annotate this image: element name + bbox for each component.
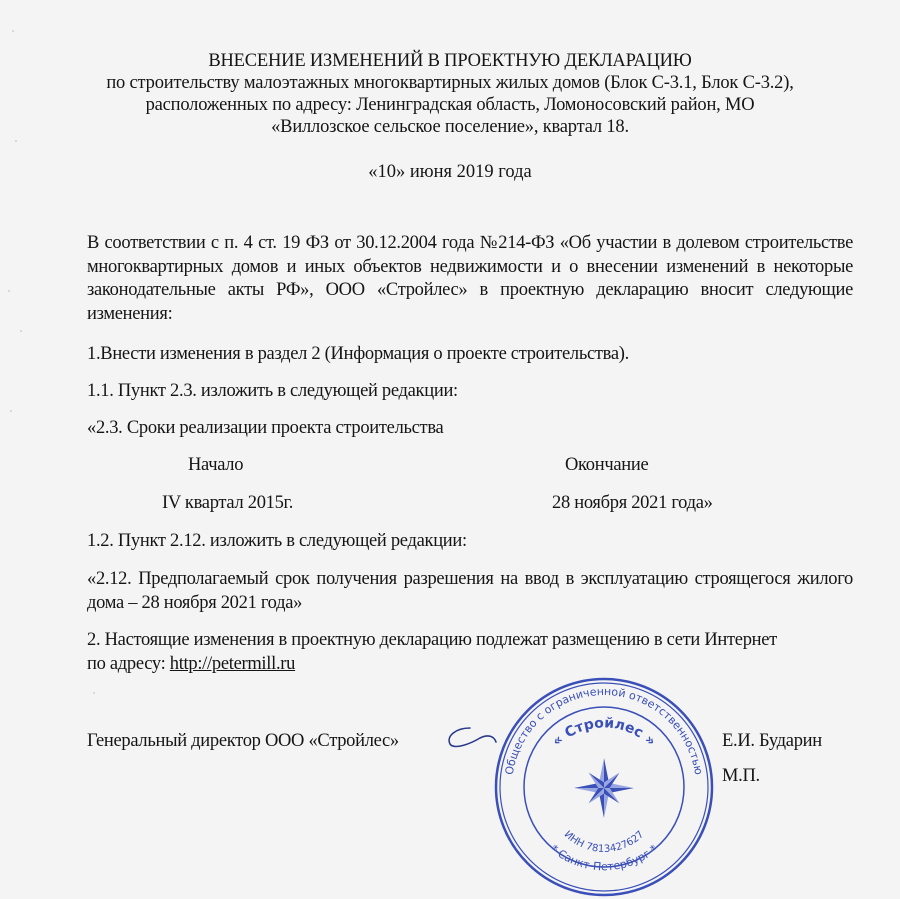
subtitle-line: по строительству малоэтажных многоквартирных жилых домов (Блок С-3.1, Блок С-3.2), xyxy=(106,73,794,93)
stamp-company: « Стройлес » xyxy=(549,715,659,750)
item-1: 1.Внести изменения в раздел 2 (Информация о проекте строительства). xyxy=(87,344,629,364)
subtitle-line: расположенных по адресу: Ленинградская область, Ломоносовский район, МО xyxy=(145,95,755,115)
signatory-title: Генеральный директор ООО «Стройлес» xyxy=(87,731,399,751)
item-2: 2. Настоящие изменения в проектную декларацию подлежат размещению в сети Интернет xyxy=(87,630,777,650)
stamp-inn: ИНН 7813427627 xyxy=(561,829,647,856)
document-date: «10» июня 2019 года xyxy=(368,162,532,182)
company-stamp xyxy=(493,676,715,898)
item-2-3-title: «2.3. Сроки реализации проекта строительства xyxy=(87,418,444,438)
scan-speck xyxy=(15,140,17,142)
item-2-12: «2.12. Предполагаемый срок получения разрешения на ввод в эксплуатацию строящегося жилого дома – 28 ноября 2021 года» xyxy=(87,569,853,613)
document-header xyxy=(0,50,900,138)
stamp-city: * Санкт-Петербург * xyxy=(547,842,661,874)
item-2-address xyxy=(87,654,295,675)
scan-speck xyxy=(20,330,22,332)
compass-star-icon xyxy=(573,757,635,819)
scan-speck xyxy=(93,692,95,694)
schedule-start-value: IV квартал 2015г. xyxy=(162,493,294,513)
website-link[interactable]: http://petermill.ru xyxy=(169,654,296,674)
subtitle-line: «Виллозское сельское поселение», квартал 18. xyxy=(271,117,629,137)
schedule-end-value: 28 ноября 2021 года» xyxy=(552,493,713,513)
stamp-outer-text: Общество с ограниченной ответственностью xyxy=(502,684,706,776)
schedule-start-label: Начало xyxy=(188,455,244,475)
signatory-name: Е.И. Бударин xyxy=(722,731,822,751)
address-label: по адресу: xyxy=(87,654,170,674)
handwritten-signature xyxy=(440,722,500,758)
document-title: ВНЕСЕНИЕ ИЗМЕНЕНИЙ В ПРОЕКТНУЮ ДЕКЛАРАЦИЮ xyxy=(208,51,692,71)
item-1-1: 1.1. Пункт 2.3. изложить в следующей редакции: xyxy=(87,381,458,401)
item-1-2: 1.2. Пункт 2.12. изложить в следующей редакции: xyxy=(87,531,467,551)
scan-speck xyxy=(8,290,10,292)
scan-speck xyxy=(12,30,14,32)
scan-speck xyxy=(10,410,12,412)
seal-place-label: М.П. xyxy=(722,766,760,786)
intro-paragraph: В соответствии с п. 4 ст. 19 ФЗ от 30.12.2004 года №214-ФЗ «Об участии в долевом строительстве многоквартирных домов и иных объектов недвижимости и о внесении изменений в некоторые законодательные акты РФ», ООО «Стройлес» в проектную декларацию вносит следующие изменения: xyxy=(87,233,853,324)
schedule-end-label: Окончание xyxy=(565,455,649,475)
